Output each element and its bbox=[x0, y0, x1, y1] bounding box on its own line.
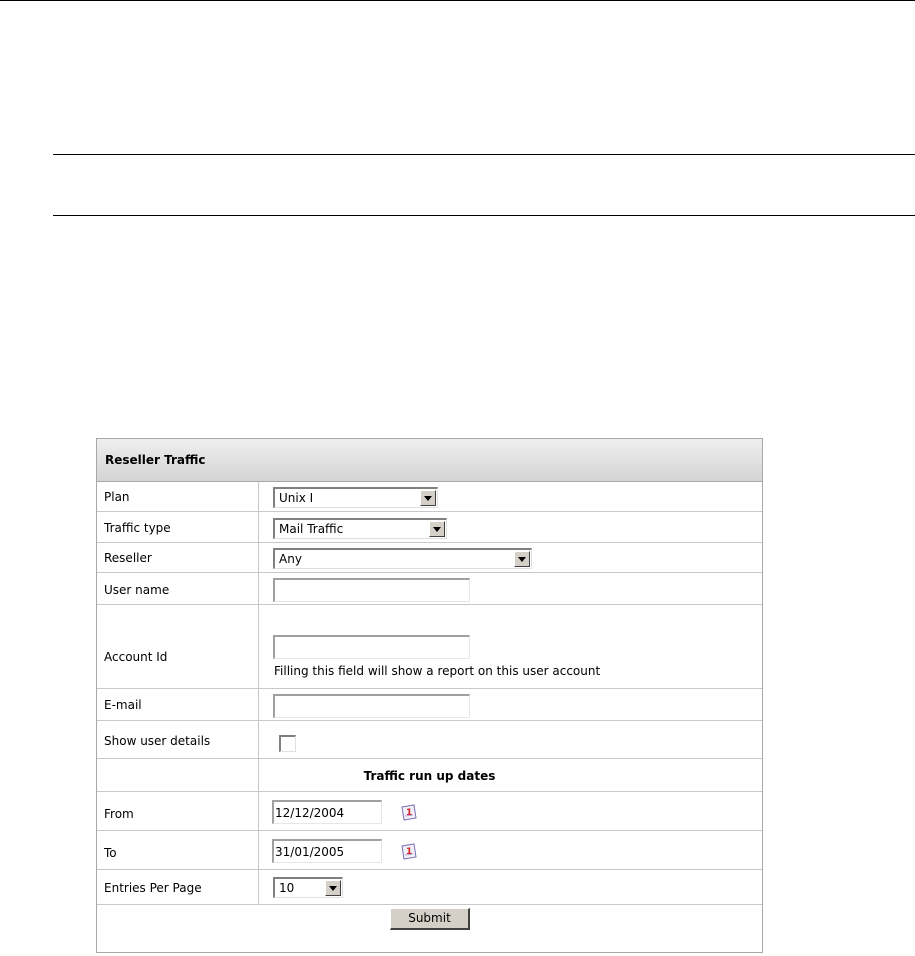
entries-per-page-label: Entries Per Page bbox=[104, 881, 202, 895]
svg-text:1: 1 bbox=[406, 808, 413, 818]
account-id-row bbox=[97, 605, 762, 689]
show-user-details-checkbox[interactable] bbox=[279, 735, 296, 752]
submit-button[interactable]: Submit bbox=[390, 908, 470, 930]
column-divider bbox=[258, 482, 259, 793]
dates-heading-row bbox=[97, 759, 762, 792]
entries-per-page-row bbox=[97, 870, 762, 905]
reseller-select[interactable] bbox=[273, 548, 532, 569]
show-user-details-row bbox=[97, 721, 762, 759]
email-input[interactable] bbox=[273, 694, 470, 718]
reseller-selected-value: Any bbox=[279, 552, 302, 566]
reseller-label: Reseller bbox=[104, 551, 152, 565]
to-row bbox=[97, 831, 762, 870]
show-user-details-label: Show user details bbox=[104, 734, 211, 748]
calendar-icon[interactable] bbox=[400, 843, 418, 860]
reseller-traffic-form bbox=[96, 438, 763, 953]
top-divider bbox=[0, 0, 915, 1]
section-divider-upper bbox=[53, 154, 915, 155]
from-date-input[interactable] bbox=[272, 800, 382, 824]
reseller-row bbox=[97, 543, 762, 573]
chevron-down-icon[interactable] bbox=[514, 551, 530, 567]
account-id-label: Account Id bbox=[104, 650, 168, 664]
calendar-icon[interactable] bbox=[400, 804, 418, 821]
traffic-type-selected-value: Mail Traffic bbox=[279, 522, 344, 536]
from-label: From bbox=[104, 807, 134, 821]
form-header bbox=[97, 439, 762, 482]
entries-per-page-select[interactable] bbox=[273, 877, 343, 898]
from-row bbox=[97, 792, 762, 831]
column-divider bbox=[258, 792, 259, 905]
email-row bbox=[97, 689, 762, 721]
user-name-input[interactable] bbox=[273, 578, 470, 602]
svg-text:1: 1 bbox=[406, 847, 413, 857]
chevron-down-icon[interactable] bbox=[420, 490, 436, 506]
traffic-type-row bbox=[97, 512, 762, 543]
plan-row bbox=[97, 482, 762, 512]
user-name-row bbox=[97, 573, 762, 605]
traffic-type-label: Traffic type bbox=[104, 521, 171, 535]
account-id-input[interactable] bbox=[273, 635, 470, 659]
plan-label: Plan bbox=[104, 490, 130, 504]
chevron-down-icon[interactable] bbox=[325, 880, 341, 896]
dates-heading: Traffic run up dates bbox=[363, 769, 496, 783]
plan-select[interactable] bbox=[273, 487, 438, 508]
section-divider-lower bbox=[53, 215, 915, 216]
plan-selected-value: Unix I bbox=[279, 491, 314, 505]
to-date-input[interactable] bbox=[272, 839, 382, 863]
entries-per-page-value: 10 bbox=[279, 881, 295, 895]
submit-row bbox=[97, 905, 762, 952]
to-label: To bbox=[104, 846, 117, 860]
account-id-hint: Filling this field will show a report on this user account bbox=[274, 664, 601, 678]
form-title: Reseller Traffic bbox=[105, 453, 206, 467]
chevron-down-icon[interactable] bbox=[429, 521, 445, 537]
traffic-type-select[interactable] bbox=[273, 518, 447, 539]
user-name-label: User name bbox=[104, 583, 170, 597]
email-label: E-mail bbox=[104, 698, 142, 712]
